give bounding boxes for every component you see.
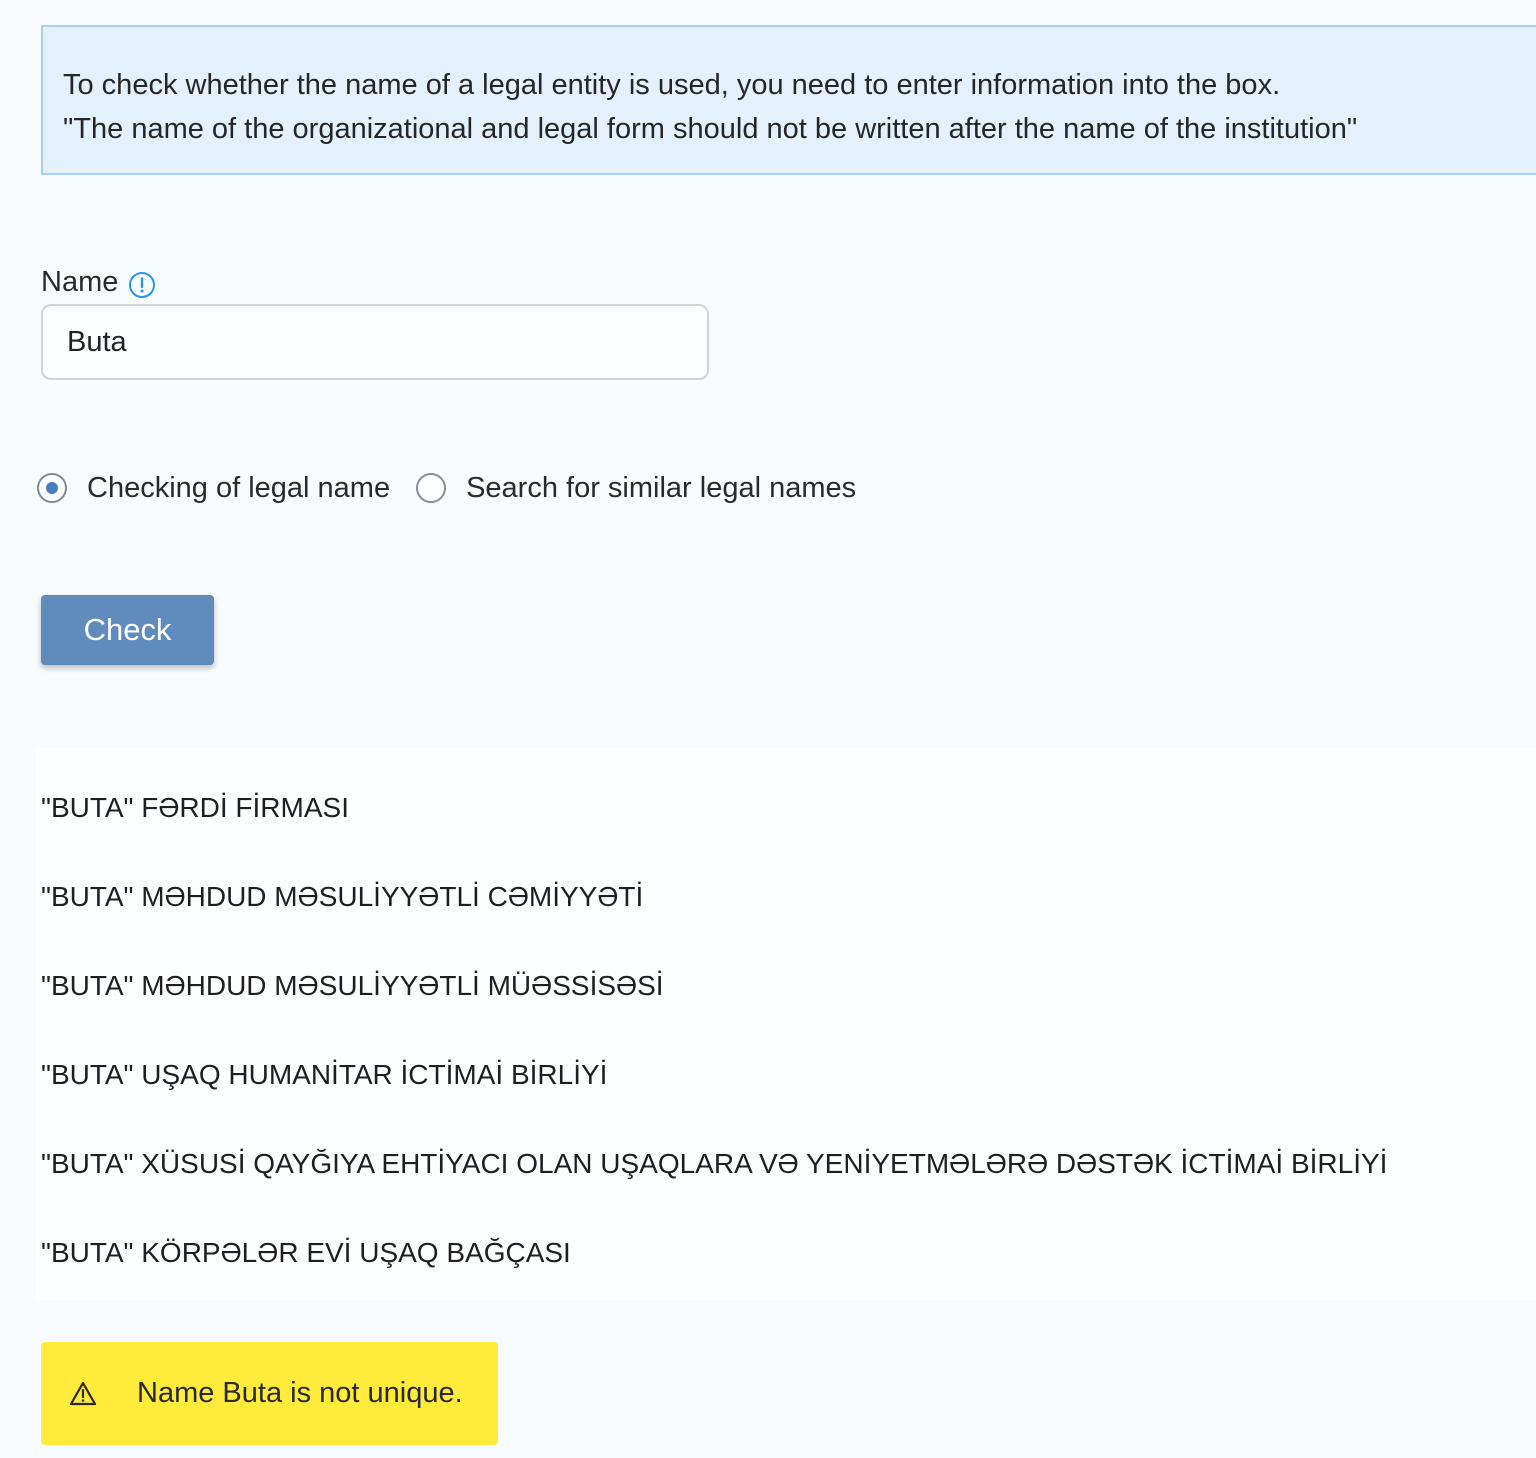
radio-label: Search for similar legal names — [466, 471, 857, 504]
radio-checking-legal-name[interactable] — [37, 472, 390, 505]
notice-line-1: To check whether the name of a legal entity is used, you need to enter information into the box. — [63, 69, 1281, 101]
list-item: "BUTA" MƏHDUD MƏSULİYYƏTLİ CƏMİYYƏTİ — [41, 881, 644, 912]
results-list — [36, 748, 1536, 1300]
list-item: "BUTA" FƏRDİ FİRMASI — [41, 792, 349, 823]
notice-line-2: "The name of the organizational and legal form should not be written after the name of the institution" — [63, 113, 1358, 145]
warning-alert — [41, 1342, 498, 1445]
list-item: "BUTA" XÜSUSİ QAYĞIYA EHTİYACI OLAN UŞAQLARA VƏ YENİYETMƏLƏRƏ DƏSTƏK İCTİMAİ BİRLİYİ — [41, 1148, 1388, 1179]
name-input[interactable] — [41, 304, 709, 380]
warning-triangle-icon — [69, 1381, 97, 1407]
radio-button-checked[interactable] — [37, 473, 67, 503]
list-item: "BUTA" MƏHDUD MƏSULİYYƏTLİ MÜƏSSİSƏSİ — [41, 970, 664, 1001]
warning-text: Name Buta is not unique. — [137, 1377, 463, 1409]
name-field-label — [41, 262, 156, 302]
radio-search-similar-names[interactable] — [416, 472, 856, 505]
list-item: "BUTA" KÖRPƏLƏR EVİ UŞAQ BAĞÇASI — [41, 1237, 571, 1268]
info-notice — [41, 25, 1536, 175]
radio-button-unchecked[interactable] — [416, 473, 446, 503]
list-item: "BUTA" UŞAQ HUMANİTAR İCTİMAİ BİRLİYİ — [41, 1059, 608, 1090]
name-label-text: Name — [41, 266, 119, 298]
check-button[interactable]: Check — [41, 595, 214, 665]
radio-label: Checking of legal name — [87, 471, 391, 504]
info-circle-icon[interactable] — [128, 270, 156, 298]
check-mode-radio-group — [37, 466, 856, 510]
